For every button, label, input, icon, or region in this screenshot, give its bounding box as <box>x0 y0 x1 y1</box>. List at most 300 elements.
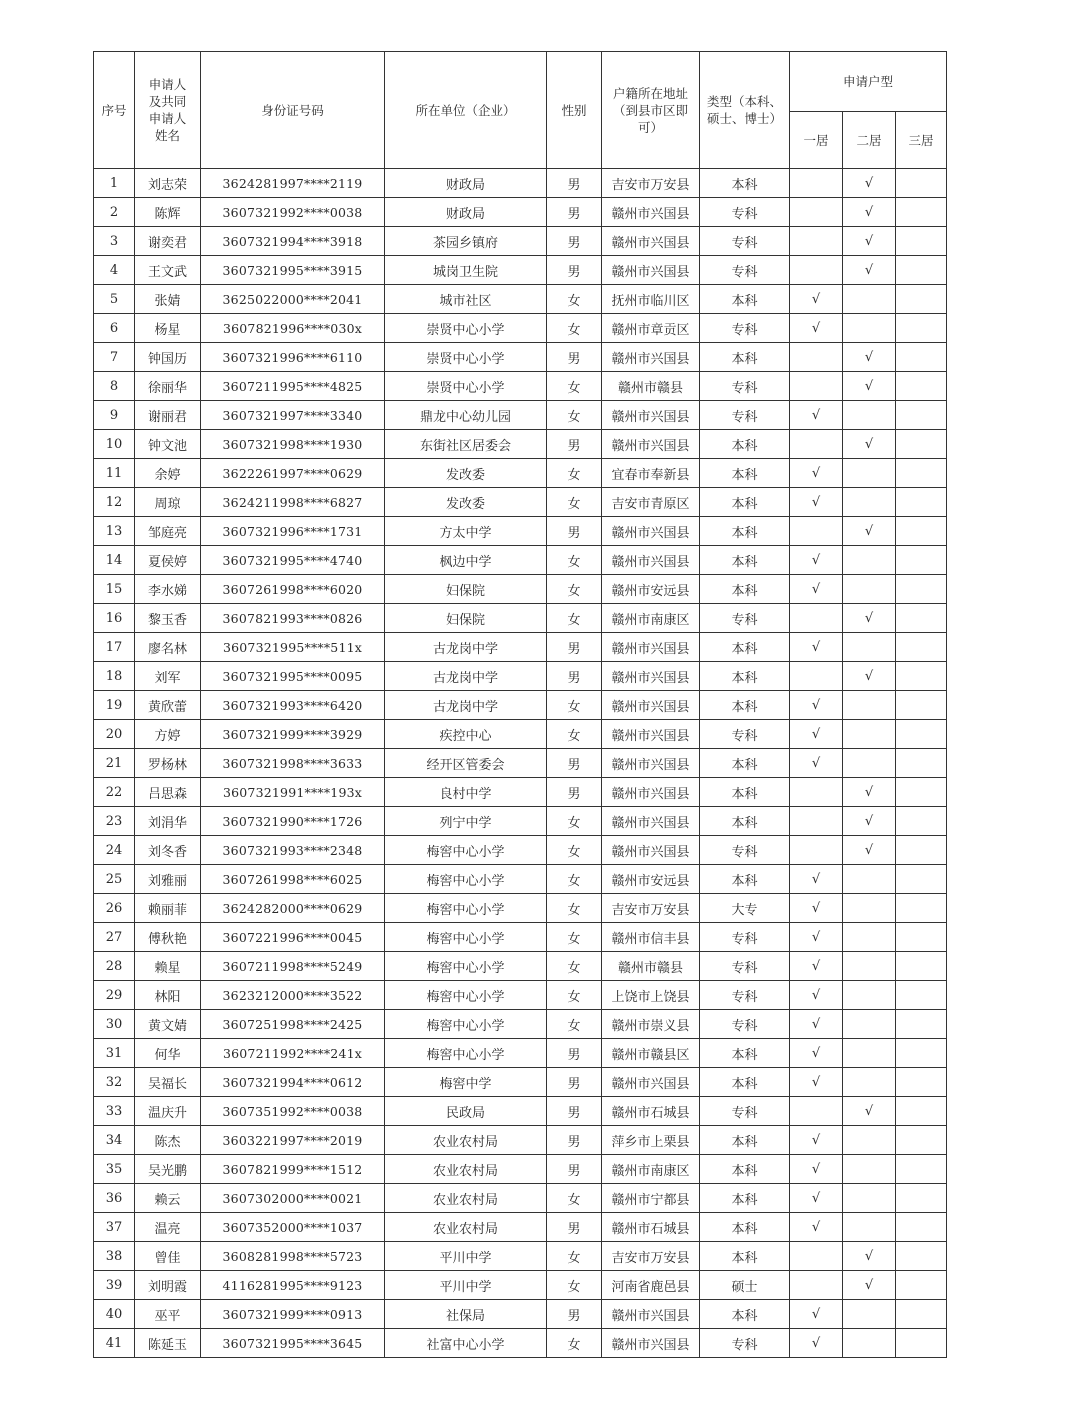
table-row <box>94 1184 947 1213</box>
cell-id: 4116281995****9123 <box>201 1271 385 1300</box>
cell-unit: 农业农村局 <box>385 1126 547 1155</box>
cell-gender: 女 <box>547 546 602 575</box>
cell-r1 <box>790 1242 843 1271</box>
cell-unit: 崇贤中心小学 <box>385 343 547 372</box>
cell-unit: 古龙岗中学 <box>385 691 547 720</box>
cell-hukou: 吉安市万安县 <box>602 169 700 198</box>
cell-id: 3607321992****0038 <box>201 198 385 227</box>
cell-hukou: 宜春市奉新县 <box>602 459 700 488</box>
cell-id: 3607821999****1512 <box>201 1155 385 1184</box>
cell-gender: 女 <box>547 894 602 923</box>
cell-id: 3607211998****5249 <box>201 952 385 981</box>
cell-hukou: 赣州市兴国县 <box>602 430 700 459</box>
table-row <box>94 749 947 778</box>
cell-r2 <box>843 1329 896 1358</box>
cell-name: 温亮 <box>135 1213 201 1242</box>
cell-gender: 男 <box>547 1126 602 1155</box>
cell-id: 3607251998****2425 <box>201 1010 385 1039</box>
cell-name: 赖云 <box>135 1184 201 1213</box>
cell-seq: 11 <box>94 459 135 488</box>
cell-gender: 女 <box>547 691 602 720</box>
cell-r1: √ <box>790 1010 843 1039</box>
cell-seq: 29 <box>94 981 135 1010</box>
cell-hukou: 赣州市赣县区 <box>602 1039 700 1068</box>
header-apply: 申请户型 <box>790 52 947 112</box>
cell-r3 <box>896 1242 947 1271</box>
cell-type: 本科 <box>700 662 790 691</box>
cell-r1: √ <box>790 749 843 778</box>
cell-r3 <box>896 1039 947 1068</box>
cell-seq: 41 <box>94 1329 135 1358</box>
cell-unit: 梅窖中心小学 <box>385 1010 547 1039</box>
cell-gender: 女 <box>547 807 602 836</box>
table-row <box>94 575 947 604</box>
cell-r1: √ <box>790 1126 843 1155</box>
cell-r3 <box>896 894 947 923</box>
cell-seq: 7 <box>94 343 135 372</box>
cell-r2 <box>843 894 896 923</box>
cell-id: 3622261997****0629 <box>201 459 385 488</box>
cell-name: 陈杰 <box>135 1126 201 1155</box>
cell-name: 赖星 <box>135 952 201 981</box>
cell-r3 <box>896 865 947 894</box>
cell-r2: √ <box>843 430 896 459</box>
cell-name: 方婷 <box>135 720 201 749</box>
cell-gender: 女 <box>547 952 602 981</box>
cell-id: 3607352000****1037 <box>201 1213 385 1242</box>
cell-gender: 男 <box>547 256 602 285</box>
cell-type: 本科 <box>700 343 790 372</box>
table-row <box>94 1213 947 1242</box>
cell-name: 陈辉 <box>135 198 201 227</box>
cell-r1: √ <box>790 1213 843 1242</box>
cell-type: 硕士 <box>700 1271 790 1300</box>
cell-r3 <box>896 981 947 1010</box>
cell-r2 <box>843 952 896 981</box>
cell-name: 徐丽华 <box>135 372 201 401</box>
cell-id: 3624211998****6827 <box>201 488 385 517</box>
cell-hukou: 赣州市兴国县 <box>602 546 700 575</box>
header-r1: 一居 <box>790 112 843 169</box>
cell-r2 <box>843 981 896 1010</box>
table-row <box>94 836 947 865</box>
cell-unit: 东街社区居委会 <box>385 430 547 459</box>
cell-seq: 12 <box>94 488 135 517</box>
cell-name: 巫平 <box>135 1300 201 1329</box>
cell-hukou: 赣州市赣县 <box>602 952 700 981</box>
cell-r3 <box>896 459 947 488</box>
cell-gender: 男 <box>547 778 602 807</box>
cell-name: 刘涓华 <box>135 807 201 836</box>
cell-r2 <box>843 575 896 604</box>
cell-seq: 8 <box>94 372 135 401</box>
applicant-table <box>93 51 947 1358</box>
cell-type: 本科 <box>700 285 790 314</box>
cell-hukou: 赣州市兴国县 <box>602 691 700 720</box>
cell-r1: √ <box>790 1039 843 1068</box>
cell-r3 <box>896 807 947 836</box>
cell-id: 3607321996****1731 <box>201 517 385 546</box>
cell-r3 <box>896 633 947 662</box>
cell-seq: 34 <box>94 1126 135 1155</box>
table-row <box>94 459 947 488</box>
cell-gender: 男 <box>547 227 602 256</box>
cell-id: 3607821993****0826 <box>201 604 385 633</box>
cell-type: 本科 <box>700 1155 790 1184</box>
cell-r1 <box>790 372 843 401</box>
cell-id: 3607302000****0021 <box>201 1184 385 1213</box>
cell-type: 专科 <box>700 1329 790 1358</box>
cell-r2: √ <box>843 662 896 691</box>
cell-name: 夏侯婷 <box>135 546 201 575</box>
cell-unit: 农业农村局 <box>385 1184 547 1213</box>
cell-type: 本科 <box>700 546 790 575</box>
cell-name: 余婷 <box>135 459 201 488</box>
cell-hukou: 赣州市章贡区 <box>602 314 700 343</box>
cell-unit: 梅窖中心小学 <box>385 894 547 923</box>
cell-gender: 男 <box>547 198 602 227</box>
header-unit: 所在单位（企业） <box>385 52 547 169</box>
cell-r2: √ <box>843 1271 896 1300</box>
cell-r1: √ <box>790 401 843 430</box>
cell-hukou: 赣州市石城县 <box>602 1213 700 1242</box>
cell-unit: 列宁中学 <box>385 807 547 836</box>
cell-type: 本科 <box>700 1184 790 1213</box>
cell-id: 3624282000****0629 <box>201 894 385 923</box>
cell-type: 专科 <box>700 720 790 749</box>
cell-id: 3607321995****3645 <box>201 1329 385 1358</box>
header-type: 类型（本科、硕士、博士） <box>700 52 790 169</box>
cell-gender: 男 <box>547 169 602 198</box>
cell-gender: 男 <box>547 1155 602 1184</box>
cell-id: 3603221997****2019 <box>201 1126 385 1155</box>
cell-unit: 城岗卫生院 <box>385 256 547 285</box>
cell-unit: 方太中学 <box>385 517 547 546</box>
cell-id: 3607321995****511x <box>201 633 385 662</box>
cell-r3 <box>896 1271 947 1300</box>
cell-seq: 3 <box>94 227 135 256</box>
cell-hukou: 上饶市上饶县 <box>602 981 700 1010</box>
cell-type: 本科 <box>700 865 790 894</box>
cell-gender: 女 <box>547 836 602 865</box>
cell-r1: √ <box>790 691 843 720</box>
cell-r3 <box>896 314 947 343</box>
cell-type: 专科 <box>700 314 790 343</box>
table-row <box>94 401 947 430</box>
cell-r1 <box>790 198 843 227</box>
cell-type: 专科 <box>700 227 790 256</box>
cell-gender: 男 <box>547 343 602 372</box>
cell-r2 <box>843 1039 896 1068</box>
cell-id: 3607321995****3915 <box>201 256 385 285</box>
cell-r1 <box>790 1097 843 1126</box>
cell-id: 3607321999****0913 <box>201 1300 385 1329</box>
cell-r1 <box>790 430 843 459</box>
cell-r2 <box>843 546 896 575</box>
cell-gender: 男 <box>547 1039 602 1068</box>
cell-seq: 15 <box>94 575 135 604</box>
cell-type: 本科 <box>700 488 790 517</box>
table-row <box>94 604 947 633</box>
table-row <box>94 865 947 894</box>
cell-gender: 女 <box>547 285 602 314</box>
cell-r1: √ <box>790 1068 843 1097</box>
cell-r2 <box>843 923 896 952</box>
cell-r2 <box>843 749 896 778</box>
cell-seq: 26 <box>94 894 135 923</box>
cell-r2 <box>843 865 896 894</box>
cell-r3 <box>896 546 947 575</box>
cell-type: 本科 <box>700 1126 790 1155</box>
cell-name: 吕思森 <box>135 778 201 807</box>
cell-name: 温庆升 <box>135 1097 201 1126</box>
cell-unit: 梅窖中心小学 <box>385 981 547 1010</box>
cell-unit: 财政局 <box>385 198 547 227</box>
cell-unit: 梅窖中心小学 <box>385 865 547 894</box>
cell-r3 <box>896 198 947 227</box>
table-row <box>94 430 947 459</box>
cell-hukou: 赣州市兴国县 <box>602 1068 700 1097</box>
cell-name: 吴光鹏 <box>135 1155 201 1184</box>
cell-r1 <box>790 343 843 372</box>
cell-r1: √ <box>790 1155 843 1184</box>
cell-unit: 良村中学 <box>385 778 547 807</box>
cell-name: 曾佳 <box>135 1242 201 1271</box>
cell-hukou: 抚州市临川区 <box>602 285 700 314</box>
cell-r2 <box>843 488 896 517</box>
cell-type: 大专 <box>700 894 790 923</box>
cell-name: 刘明霞 <box>135 1271 201 1300</box>
cell-gender: 男 <box>547 430 602 459</box>
cell-gender: 男 <box>547 1213 602 1242</box>
table-row <box>94 1155 947 1184</box>
cell-seq: 20 <box>94 720 135 749</box>
cell-r3 <box>896 372 947 401</box>
cell-name: 何华 <box>135 1039 201 1068</box>
table-row <box>94 517 947 546</box>
cell-seq: 17 <box>94 633 135 662</box>
cell-r2: √ <box>843 198 896 227</box>
cell-hukou: 赣州市兴国县 <box>602 778 700 807</box>
cell-r2 <box>843 1213 896 1242</box>
cell-name: 刘冬香 <box>135 836 201 865</box>
cell-name: 吴福长 <box>135 1068 201 1097</box>
cell-r2 <box>843 459 896 488</box>
applicant-sheet <box>93 51 947 1358</box>
cell-unit: 梅窖中学 <box>385 1068 547 1097</box>
cell-hukou: 河南省鹿邑县 <box>602 1271 700 1300</box>
table-row <box>94 1300 947 1329</box>
cell-r1: √ <box>790 952 843 981</box>
header-hukou: 户籍所在地址（到县市区即可） <box>602 52 700 169</box>
cell-seq: 28 <box>94 952 135 981</box>
cell-gender: 男 <box>547 1097 602 1126</box>
cell-r2: √ <box>843 807 896 836</box>
cell-id: 3607321999****3929 <box>201 720 385 749</box>
cell-name: 钟国历 <box>135 343 201 372</box>
cell-hukou: 赣州市兴国县 <box>602 662 700 691</box>
cell-seq: 38 <box>94 1242 135 1271</box>
cell-type: 专科 <box>700 1010 790 1039</box>
cell-id: 3607321993****6420 <box>201 691 385 720</box>
cell-hukou: 赣州市兴国县 <box>602 720 700 749</box>
table-row <box>94 981 947 1010</box>
cell-r2 <box>843 633 896 662</box>
cell-id: 3607321990****1726 <box>201 807 385 836</box>
cell-r2: √ <box>843 343 896 372</box>
cell-r1: √ <box>790 894 843 923</box>
table-row <box>94 1068 947 1097</box>
cell-seq: 1 <box>94 169 135 198</box>
cell-id: 3607261998****6020 <box>201 575 385 604</box>
cell-r1: √ <box>790 720 843 749</box>
cell-r2 <box>843 1068 896 1097</box>
cell-unit: 城市社区 <box>385 285 547 314</box>
cell-seq: 14 <box>94 546 135 575</box>
cell-r1: √ <box>790 459 843 488</box>
cell-type: 专科 <box>700 256 790 285</box>
cell-r1 <box>790 836 843 865</box>
cell-id: 3607211995****4825 <box>201 372 385 401</box>
table-row <box>94 952 947 981</box>
cell-gender: 女 <box>547 720 602 749</box>
cell-r3 <box>896 1155 947 1184</box>
cell-r1: √ <box>790 488 843 517</box>
cell-name: 周琼 <box>135 488 201 517</box>
cell-r2: √ <box>843 256 896 285</box>
cell-r1 <box>790 1271 843 1300</box>
cell-hukou: 赣州市安远县 <box>602 865 700 894</box>
cell-r2: √ <box>843 227 896 256</box>
cell-unit: 农业农村局 <box>385 1155 547 1184</box>
cell-type: 本科 <box>700 459 790 488</box>
table-row <box>94 778 947 807</box>
cell-r2: √ <box>843 1242 896 1271</box>
cell-name: 刘军 <box>135 662 201 691</box>
cell-hukou: 赣州市兴国县 <box>602 807 700 836</box>
cell-unit: 茶园乡镇府 <box>385 227 547 256</box>
cell-r3 <box>896 285 947 314</box>
cell-seq: 21 <box>94 749 135 778</box>
cell-r3 <box>896 227 947 256</box>
cell-seq: 9 <box>94 401 135 430</box>
cell-seq: 22 <box>94 778 135 807</box>
cell-name: 黎玉香 <box>135 604 201 633</box>
table-row <box>94 372 947 401</box>
table-row <box>94 1242 947 1271</box>
table-body <box>94 169 947 1358</box>
cell-type: 本科 <box>700 1068 790 1097</box>
cell-gender: 女 <box>547 1271 602 1300</box>
cell-r1: √ <box>790 314 843 343</box>
cell-id: 3607211992****241x <box>201 1039 385 1068</box>
cell-unit: 民政局 <box>385 1097 547 1126</box>
cell-type: 专科 <box>700 198 790 227</box>
cell-hukou: 赣州市兴国县 <box>602 343 700 372</box>
cell-r3 <box>896 662 947 691</box>
cell-hukou: 赣州市兴国县 <box>602 256 700 285</box>
cell-unit: 平川中学 <box>385 1271 547 1300</box>
cell-r1 <box>790 662 843 691</box>
cell-seq: 37 <box>94 1213 135 1242</box>
cell-seq: 25 <box>94 865 135 894</box>
cell-id: 3607321994****3918 <box>201 227 385 256</box>
cell-name: 邹庭亮 <box>135 517 201 546</box>
cell-type: 本科 <box>700 575 790 604</box>
cell-unit: 枫边中学 <box>385 546 547 575</box>
cell-hukou: 赣州市宁都县 <box>602 1184 700 1213</box>
cell-type: 专科 <box>700 1097 790 1126</box>
cell-hukou: 赣州市安远县 <box>602 575 700 604</box>
cell-r2: √ <box>843 778 896 807</box>
cell-r1 <box>790 169 843 198</box>
cell-unit: 崇贤中心小学 <box>385 372 547 401</box>
cell-id: 3607321991****193x <box>201 778 385 807</box>
cell-unit: 经开区管委会 <box>385 749 547 778</box>
cell-r1 <box>790 807 843 836</box>
cell-name: 刘志荣 <box>135 169 201 198</box>
cell-gender: 女 <box>547 1010 602 1039</box>
cell-r1 <box>790 517 843 546</box>
cell-r3 <box>896 691 947 720</box>
cell-name: 刘雅丽 <box>135 865 201 894</box>
table-row <box>94 314 947 343</box>
cell-r3 <box>896 778 947 807</box>
cell-r3 <box>896 256 947 285</box>
cell-r3 <box>896 401 947 430</box>
header-seq: 序号 <box>94 52 135 169</box>
cell-gender: 女 <box>547 401 602 430</box>
cell-seq: 24 <box>94 836 135 865</box>
cell-r2 <box>843 691 896 720</box>
cell-id: 3608281998****5723 <box>201 1242 385 1271</box>
table-header <box>94 52 947 169</box>
cell-r1: √ <box>790 923 843 952</box>
cell-seq: 19 <box>94 691 135 720</box>
table-row <box>94 488 947 517</box>
cell-r1: √ <box>790 865 843 894</box>
table-row <box>94 1010 947 1039</box>
header-r2: 二居 <box>843 112 896 169</box>
cell-r1 <box>790 256 843 285</box>
cell-seq: 32 <box>94 1068 135 1097</box>
cell-gender: 男 <box>547 633 602 662</box>
cell-unit: 妇保院 <box>385 575 547 604</box>
cell-unit: 社富中心小学 <box>385 1329 547 1358</box>
cell-gender: 女 <box>547 1242 602 1271</box>
cell-seq: 4 <box>94 256 135 285</box>
table-row <box>94 546 947 575</box>
header-name: 申请人及共同申请人姓名 <box>135 52 201 169</box>
cell-id: 3607321994****0612 <box>201 1068 385 1097</box>
cell-hukou: 赣州市兴国县 <box>602 198 700 227</box>
cell-name: 钟文池 <box>135 430 201 459</box>
table-row <box>94 662 947 691</box>
cell-name: 廖名林 <box>135 633 201 662</box>
cell-r2: √ <box>843 517 896 546</box>
cell-gender: 女 <box>547 981 602 1010</box>
cell-r3 <box>896 575 947 604</box>
cell-name: 王文武 <box>135 256 201 285</box>
cell-type: 专科 <box>700 604 790 633</box>
cell-r2: √ <box>843 604 896 633</box>
cell-r3 <box>896 1184 947 1213</box>
cell-seq: 40 <box>94 1300 135 1329</box>
cell-hukou: 赣州市石城县 <box>602 1097 700 1126</box>
cell-id: 3623212000****3522 <box>201 981 385 1010</box>
cell-r1: √ <box>790 285 843 314</box>
cell-name: 谢丽君 <box>135 401 201 430</box>
